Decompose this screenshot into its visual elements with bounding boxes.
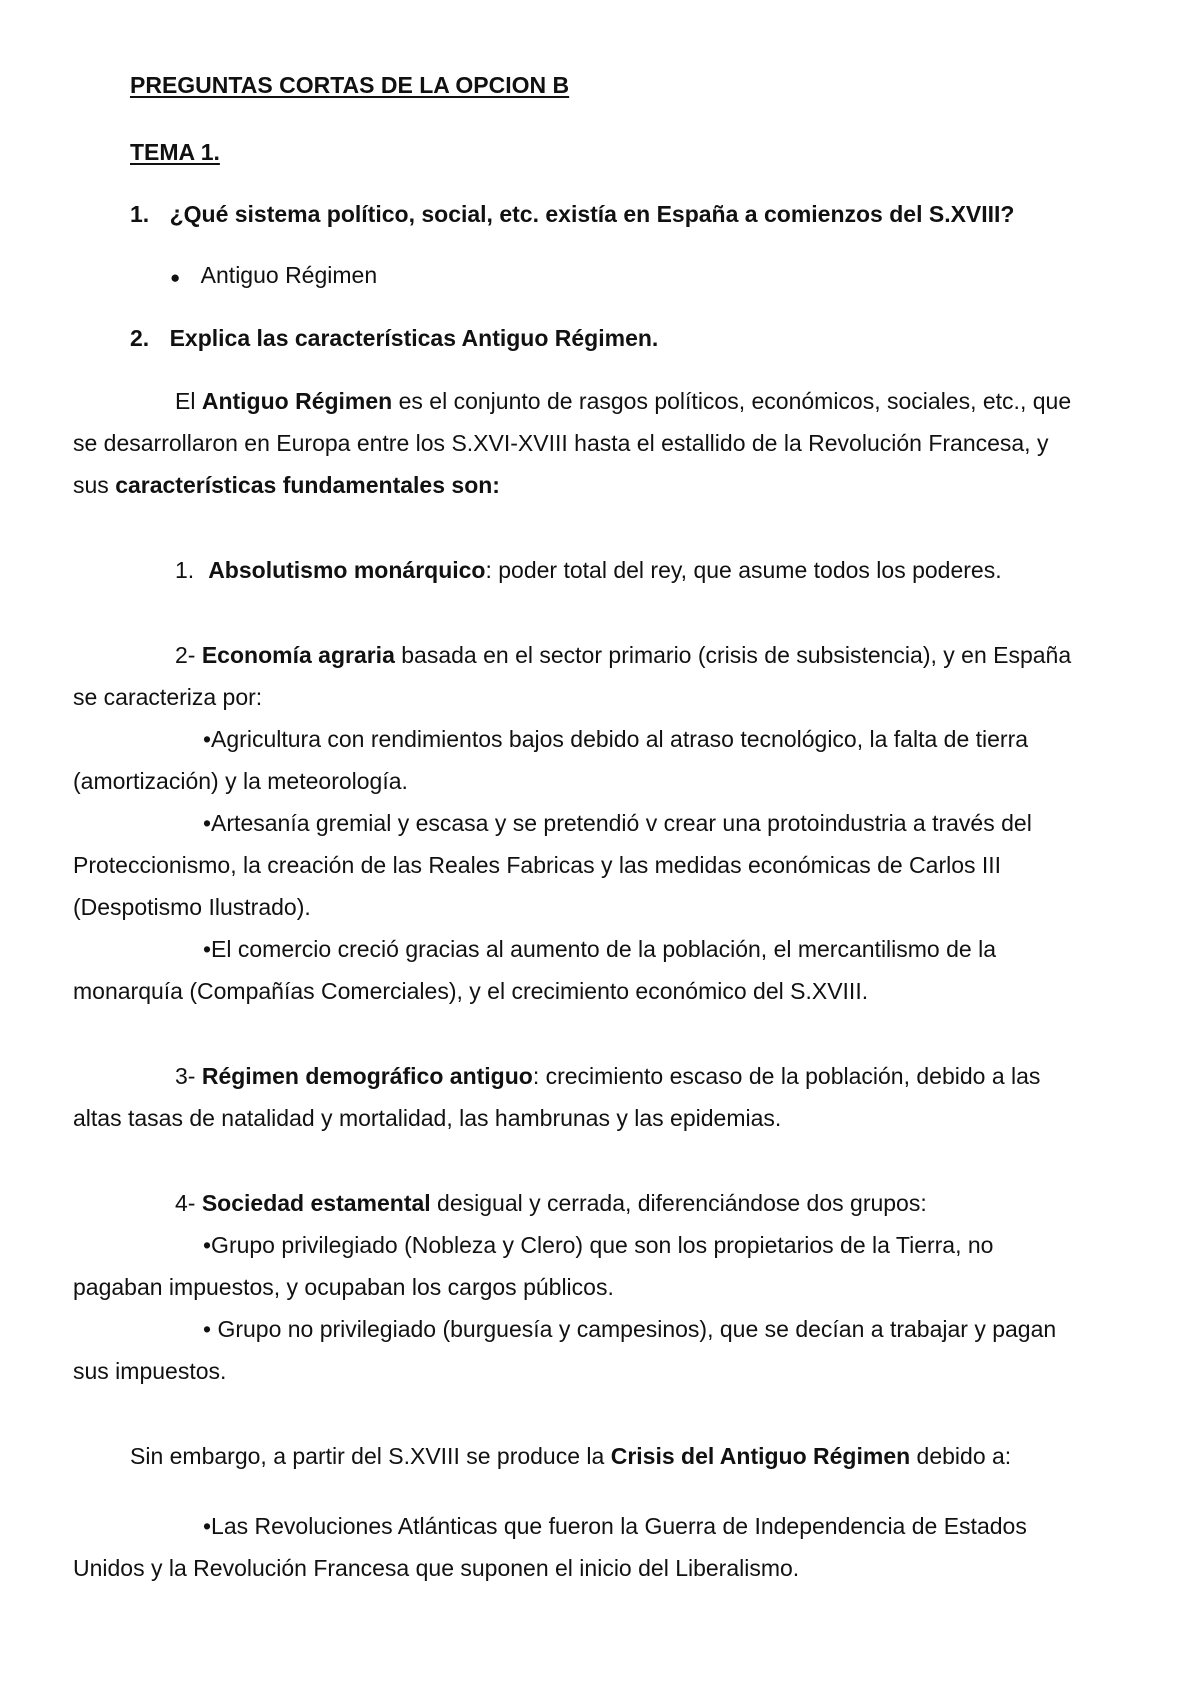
point-number: 4- xyxy=(175,1190,202,1216)
point-4-line-1 xyxy=(175,1188,927,1218)
text-run: Sin embargo, a partir del S.XVIII se produce la xyxy=(130,1443,611,1469)
text-run: es el conjunto de rasgos políticos, económicos, sociales, etc., que xyxy=(392,388,1072,414)
bold-term: Crisis del Antiguo Régimen xyxy=(610,1443,911,1469)
point-2-bullet-3-line-1: •El comercio creció gracias al aumento de la población, el mercantilismo de la xyxy=(203,936,996,962)
bold-term: Sociedad estamental xyxy=(201,1190,431,1216)
intro-line-1 xyxy=(175,386,1071,416)
text-run: : poder total del rey, que asume todos los poderes. xyxy=(485,557,1002,583)
point-3-line-1 xyxy=(175,1061,1040,1091)
crisis-bullet-1-line-1: •Las Revoluciones Atlánticas que fueron la Guerra de Independencia de Estados xyxy=(203,1513,1027,1539)
crisis-bullet-1-line-2: Unidos y la Revolución Francesa que suponen el inicio del Liberalismo. xyxy=(73,1555,800,1581)
crisis-intro xyxy=(130,1441,1011,1471)
point-2-bullet-1-line-1: •Agricultura con rendimientos bajos debido al atraso tecnológico, la falta de tierra xyxy=(203,726,1029,752)
point-number: 2- xyxy=(175,642,202,668)
text-run: El xyxy=(175,388,202,414)
point-4-bullet-2-line-2: sus impuestos. xyxy=(73,1358,227,1384)
text-run: desigual y cerrada, diferenciándose dos grupos: xyxy=(430,1190,927,1216)
point-1 xyxy=(175,555,1002,585)
point-2-bullet-1-line-2: (amortización) y la meteorología. xyxy=(73,768,408,794)
bold-term: Economía agraria xyxy=(201,642,395,668)
question-text: ¿Qué sistema político, social, etc. existía en España a comienzos del S.XVIII? xyxy=(169,201,1015,227)
point-2-line-2: se caracteriza por: xyxy=(73,684,263,710)
point-2-bullet-2-line-2: Proteccionismo, la creación de las Reales Fabricas y las medidas económicas de Carlos III xyxy=(73,852,1002,878)
point-2-line-1 xyxy=(175,640,1071,670)
question-number: 2. xyxy=(130,325,150,351)
question-text: Explica las características Antiguo Régimen. xyxy=(169,325,659,351)
point-number: 3- xyxy=(175,1063,202,1089)
point-4-bullet-1-line-2: pagaban impuestos, y ocupaban los cargos públicos. xyxy=(73,1274,614,1300)
point-2-bullet-2-line-1: •Artesanía gremial y escasa y se pretendió v crear una protoindustria a través del xyxy=(203,810,1032,836)
point-2-bullet-2-line-3: (Despotismo Ilustrado). xyxy=(73,894,311,920)
intro-line-2: se desarrollaron en Europa entre los S.XVI-XVIII hasta el estallido de la Revolución Francesa, y xyxy=(73,430,1049,456)
bullet-icon: ● xyxy=(170,268,181,287)
question-1 xyxy=(130,199,1014,229)
point-number: 1. xyxy=(175,557,195,583)
answer-text: Antiguo Régimen xyxy=(200,262,378,288)
point-3-line-2: altas tasas de natalidad y mortalidad, las hambrunas y las epidemias. xyxy=(73,1105,782,1131)
bold-term: Antiguo Régimen xyxy=(201,388,393,414)
point-2-bullet-3-line-2: monarquía (Compañías Comerciales), y el crecimiento económico del S.XVIII. xyxy=(73,978,869,1004)
answer-1 xyxy=(170,260,377,293)
bold-term: Absolutismo monárquico xyxy=(208,557,486,583)
bold-term: características fundamentales son: xyxy=(115,472,500,498)
text-run: debido a: xyxy=(910,1443,1012,1469)
document-title: PREGUNTAS CORTAS DE LA OPCION B xyxy=(130,72,570,98)
section-heading: TEMA 1. xyxy=(130,139,220,165)
text-run: sus xyxy=(73,472,116,498)
text-run: : crecimiento escaso de la población, debido a las xyxy=(532,1063,1041,1089)
bold-term: Régimen demográfico antiguo xyxy=(201,1063,533,1089)
text-run: basada en el sector primario (crisis de subsistencia), y en España xyxy=(394,642,1072,668)
intro-line-3 xyxy=(73,470,500,500)
point-4-bullet-2-line-1: • Grupo no privilegiado (burguesía y campesinos), que se decían a trabajar y pagan xyxy=(203,1316,1057,1342)
question-number: 1. xyxy=(130,201,150,227)
question-2 xyxy=(130,323,658,353)
point-4-bullet-1-line-1: •Grupo privilegiado (Nobleza y Clero) que son los propietarios de la Tierra, no xyxy=(203,1232,994,1258)
